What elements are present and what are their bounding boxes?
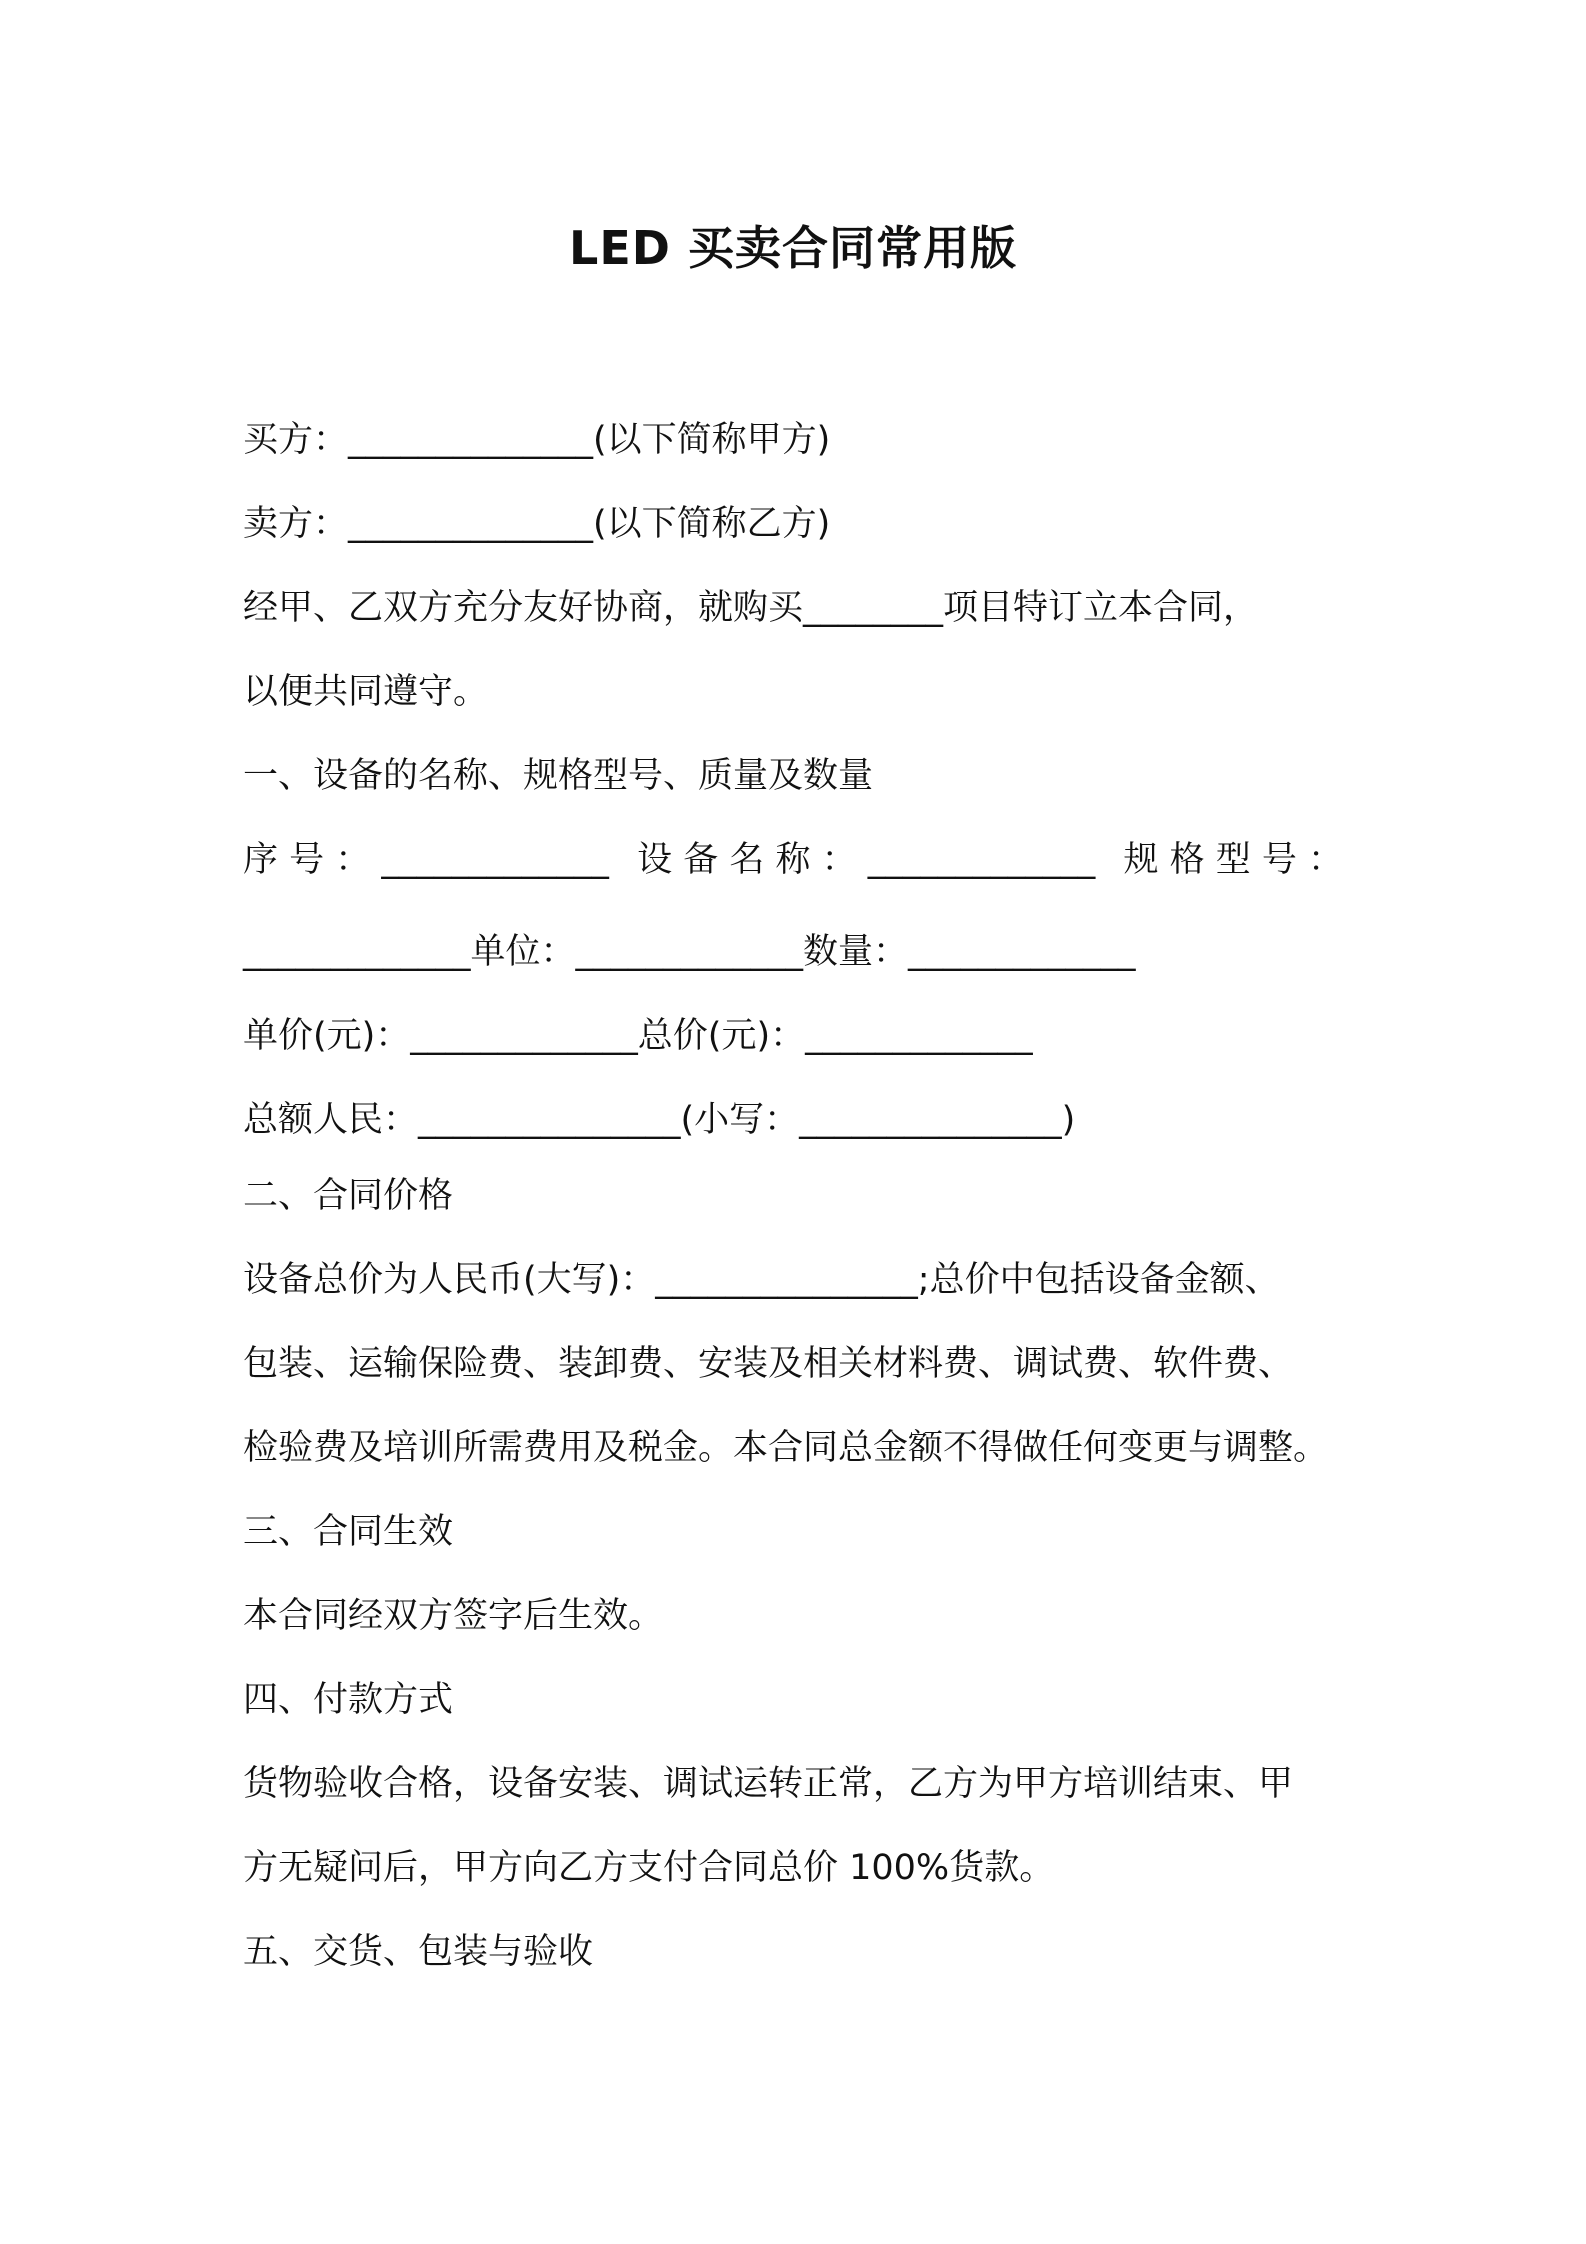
intro-line-1: 经甲、乙双方充分友好协商，就购买________项目特订立本合同， bbox=[243, 588, 1259, 628]
equipment-name-field: 设 备 名 称 ： _____________ bbox=[637, 840, 1096, 880]
seq-field: 序 号 ： _____________ bbox=[243, 840, 609, 880]
buyer-line: 买方：______________(以下简称甲方) bbox=[243, 420, 831, 460]
section-heading-5: 五、交货、包装与验收 bbox=[243, 1932, 594, 1972]
section-heading-4: 四、付款方式 bbox=[243, 1680, 454, 1720]
price-para-line-2: 包装、运输保险费、装卸费、安装及相关材料费、调试费、软件费、 bbox=[243, 1344, 1294, 1384]
payment-line-2: 方无疑问后，甲方向乙方支付合同总价 100%货款。 bbox=[243, 1848, 1055, 1888]
section-heading-1: 一、设备的名称、规格型号、质量及数量 bbox=[243, 756, 874, 796]
price-para-line-3: 检验费及培训所需费用及税金。本合同总金额不得做任何变更与调整。 bbox=[243, 1428, 1329, 1468]
document-title: LED 买卖合同常用版 bbox=[569, 221, 1017, 275]
effect-line: 本合同经双方签字后生效。 bbox=[243, 1596, 664, 1636]
section-heading-3: 三、合同生效 bbox=[243, 1512, 454, 1552]
payment-line-1: 货物验收合格，设备安装、调试运转正常，乙方为甲方培训结束、甲 bbox=[243, 1764, 1294, 1804]
total-amount-line: 总额人民：_______________(小写：_______________) bbox=[243, 1100, 1076, 1140]
price-para-line-1: 设备总价为人民币(大写)：_______________;总价中包括设备金额、 bbox=[243, 1260, 1280, 1300]
equipment-field-row bbox=[243, 836, 1343, 884]
intro-line-2: 以便共同遵守。 bbox=[243, 672, 489, 712]
section-heading-2: 二、合同价格 bbox=[243, 1176, 454, 1216]
price-line: 单价(元)：_____________总价(元)：_____________ bbox=[243, 1016, 1033, 1056]
unit-quantity-line: _____________单位：_____________数量：_____________ bbox=[243, 932, 1136, 972]
seller-line: 卖方：______________(以下简称乙方) bbox=[243, 504, 831, 544]
spec-model-field: 规 格 型 号 ： bbox=[1123, 840, 1343, 880]
